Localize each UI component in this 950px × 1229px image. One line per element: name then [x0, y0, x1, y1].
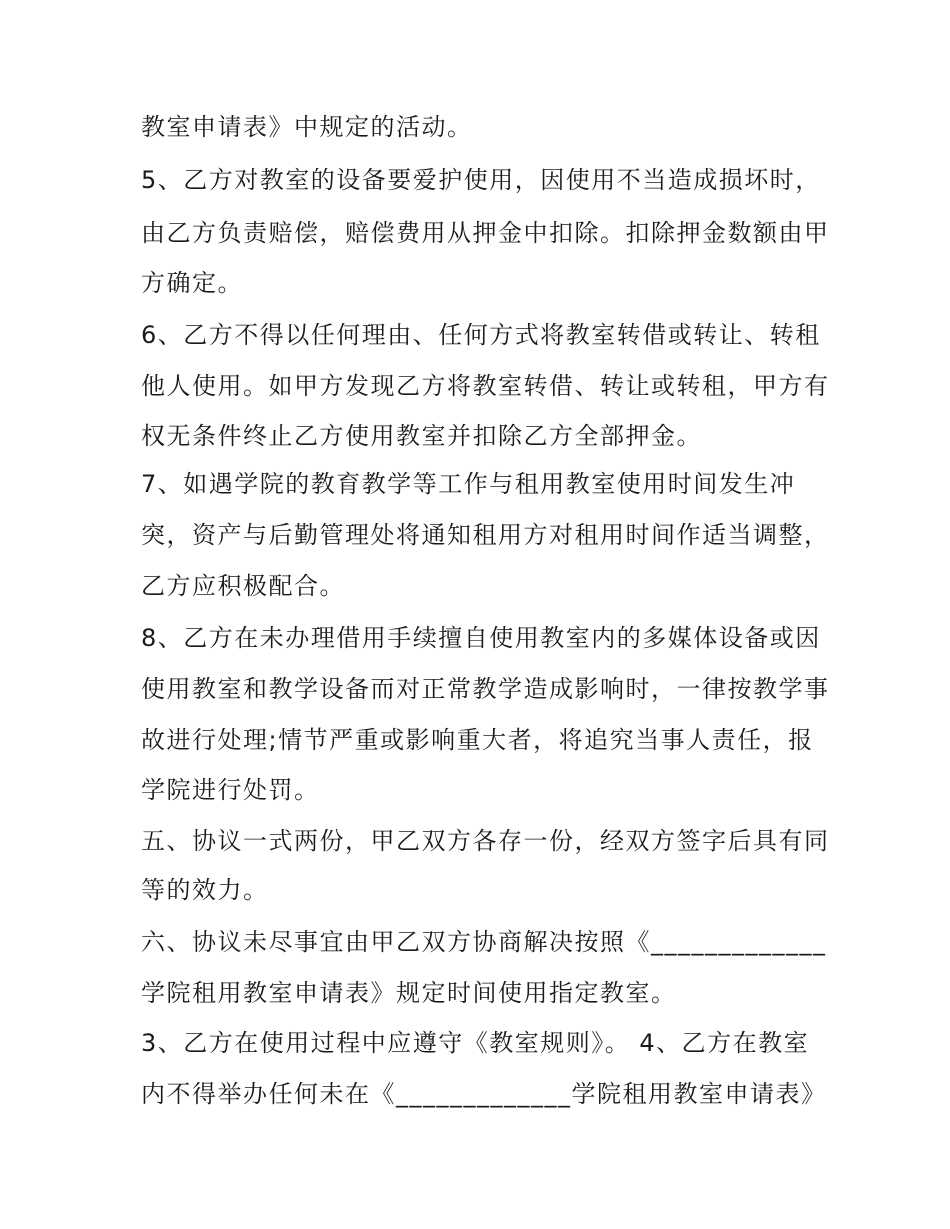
text-line: 学院租用教室申请表》规定时间使用指定教室。 [141, 979, 677, 1007]
text-line: 6、乙方不得以任何理由、任何方式将教室转借或转让、转租 [141, 321, 821, 349]
text-line: 五、协议一式两份，甲乙双方各存一份，经双方签字后具有同 [141, 827, 830, 855]
text-line: 等的效力。 [141, 876, 269, 904]
text-line: 使用教室和教学设备而对正常教学造成影响时，一律按教学事 [141, 675, 830, 703]
text-line: 教室申请表》中规定的活动。 [141, 113, 473, 141]
text-line: 他人使用。如甲方发现乙方将教室转借、转让或转租，甲方有 [141, 372, 830, 400]
text-line: 六、协议未尽事宜由甲乙双方协商解决按照《_____________ [141, 928, 827, 956]
text-line: 8、乙方在未办理借用手续擅自使用教室内的多媒体设备或因 [141, 624, 821, 652]
text-line: 内不得举办任何未在《_____________学院租用教室申请表》 [141, 1080, 827, 1108]
text-line: 7、如遇学院的教育教学等工作与租用教室使用时间发生冲 [141, 470, 796, 498]
text-line: 权无条件终止乙方使用教室并扣除乙方全部押金。 [141, 422, 702, 450]
text-line: 乙方应积极配合。 [141, 572, 345, 600]
text-line: 故进行处理;情节严重或影响重大者，将追究当事人责任，报 [141, 726, 814, 754]
text-line: 突，资产与后勤管理处将通知租用方对租用时间作适当调整， [141, 521, 830, 549]
text-line: 由乙方负责赔偿，赔偿费用从押金中扣除。扣除押金数额由甲 [141, 219, 830, 247]
text-line: 学院进行处罚。 [141, 776, 320, 804]
text-line: 5、乙方对教室的设备要爱护使用，因使用不当造成损坏时， [141, 166, 821, 194]
text-line: 3、乙方在使用过程中应遵守《教室规则》。 4、乙方在教室 [141, 1029, 810, 1057]
text-line: 方确定。 [141, 269, 243, 297]
